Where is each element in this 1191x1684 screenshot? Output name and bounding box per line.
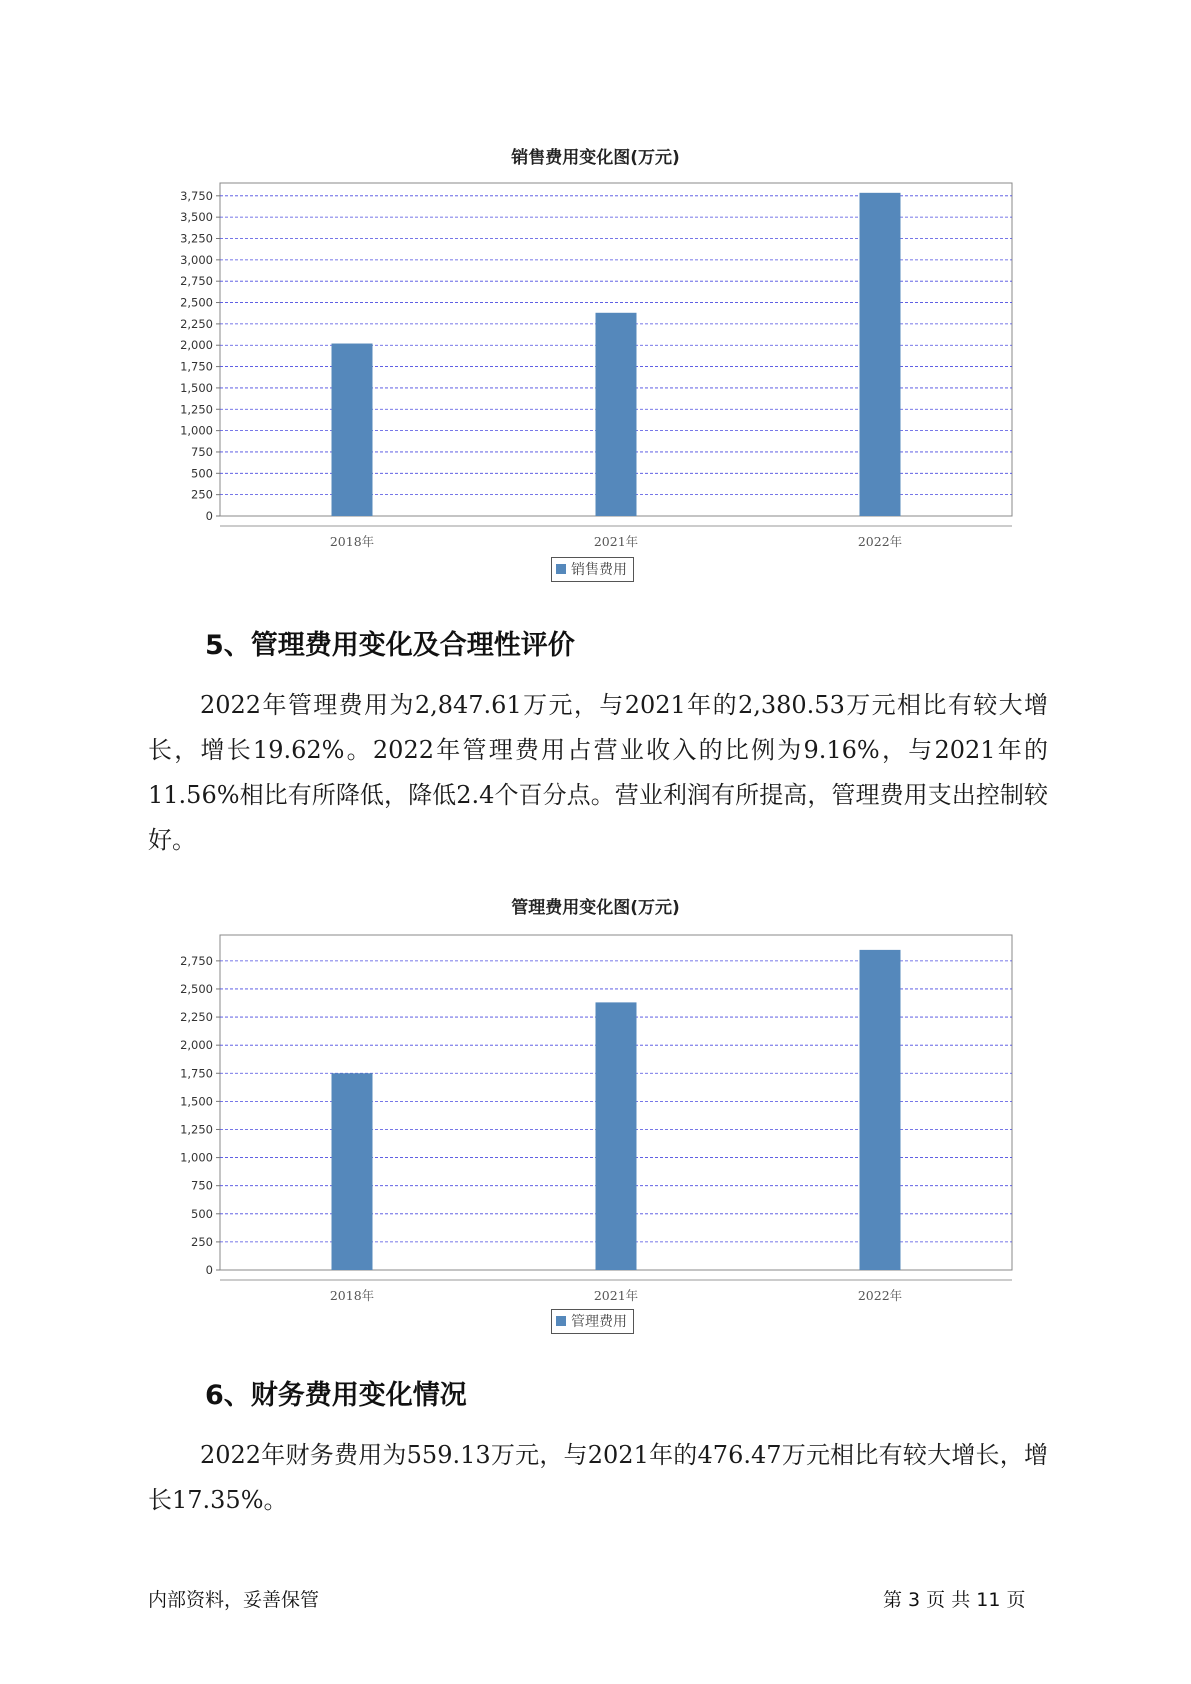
chart2-ytick-label: 0 (205, 1263, 213, 1277)
chart2-ytick-label: 1,750 (180, 1066, 213, 1081)
section5-heading: 5、管理费用变化及合理性评价 (205, 630, 575, 661)
chart1-xtick-label: 2022年 (857, 534, 903, 549)
chart2-ytick-label: 2,750 (180, 953, 213, 968)
chart2-ytick-label: 1,000 (180, 1150, 213, 1165)
chart1-ytick-label: 2,750 (180, 274, 213, 289)
chart1-legend-label: 销售费用 (571, 562, 627, 578)
chart2-legend-label: 管理费用 (571, 1314, 627, 1330)
chart1-ytick-label: 0 (205, 509, 213, 523)
section5-paragraph: 2022年管理费用为2,847.61万元，与2021年的2,380.53万元相比有较大增长，增长19.62%。2022年管理费用占营业收入的比例为9.16%，与2021年的11.56%相比有所降低，降低2.4个百分点。营业利润有所提高，管理费用支出控制较好。 (148, 691, 1048, 854)
chart1-ytick-label: 3,000 (180, 252, 213, 267)
chart1-ytick-label: 1,750 (180, 359, 213, 374)
chart1-ytick-label: 500 (191, 466, 213, 481)
chart1-ytick-label: 3,750 (180, 188, 213, 203)
chart1-ytick-label: 2,500 (180, 295, 213, 310)
chart2-bar-1 (596, 1002, 637, 1270)
chart1-ytick-label: 250 (191, 487, 213, 502)
chart2-ytick-label: 2,500 (180, 981, 213, 996)
chart2-xtick-label: 2022年 (857, 1288, 903, 1303)
chart1-ytick-label: 3,250 (180, 231, 213, 246)
legend-swatch (556, 1316, 566, 1326)
chart2-ytick-label: 500 (191, 1206, 213, 1221)
chart1-ytick-label: 2,250 (180, 316, 213, 331)
chart2-ytick-label: 1,500 (180, 1094, 213, 1109)
chart1-ytick-label: 1,000 (180, 423, 213, 438)
chart1-ytick-label: 1,500 (180, 380, 213, 395)
chart2-xtick-label: 2018年 (329, 1288, 375, 1303)
chart2-ytick-label: 750 (191, 1178, 213, 1193)
section6-paragraph: 2022年财务费用为559.13万元，与2021年的476.47万元相比有较大增长，增长17.35%。 (148, 1441, 1048, 1514)
footer-right: 第 3 页 共 11 页 (883, 1589, 1026, 1611)
chart1-xtick-label: 2018年 (329, 534, 375, 549)
chart2-xtick-label: 2021年 (593, 1288, 639, 1303)
footer-left: 内部资料，妥善保管 (148, 1589, 320, 1611)
chart1-ytick-label: 750 (191, 444, 213, 459)
chart2-ytick-label: 2,250 (180, 1010, 213, 1025)
chart1-ytick-label: 2,000 (180, 338, 213, 353)
chart2-bar-0 (332, 1073, 373, 1270)
chart2-ytick-label: 1,250 (180, 1122, 213, 1137)
chart2-ytick-label: 250 (191, 1234, 213, 1249)
chart1-xtick-label: 2021年 (593, 534, 639, 549)
chart2-title: 管理费用变化图(万元) (511, 898, 680, 918)
chart1-ytick-label: 1,250 (180, 402, 213, 417)
chart1-title: 销售费用变化图(万元) (511, 148, 680, 168)
section6-heading: 6、财务费用变化情况 (205, 1380, 467, 1411)
chart1-ytick-label: 3,500 (180, 210, 213, 225)
chart2-bar-2 (860, 950, 901, 1270)
chart2-legend (551, 1309, 634, 1334)
chart2-ytick-label: 2,000 (180, 1038, 213, 1053)
